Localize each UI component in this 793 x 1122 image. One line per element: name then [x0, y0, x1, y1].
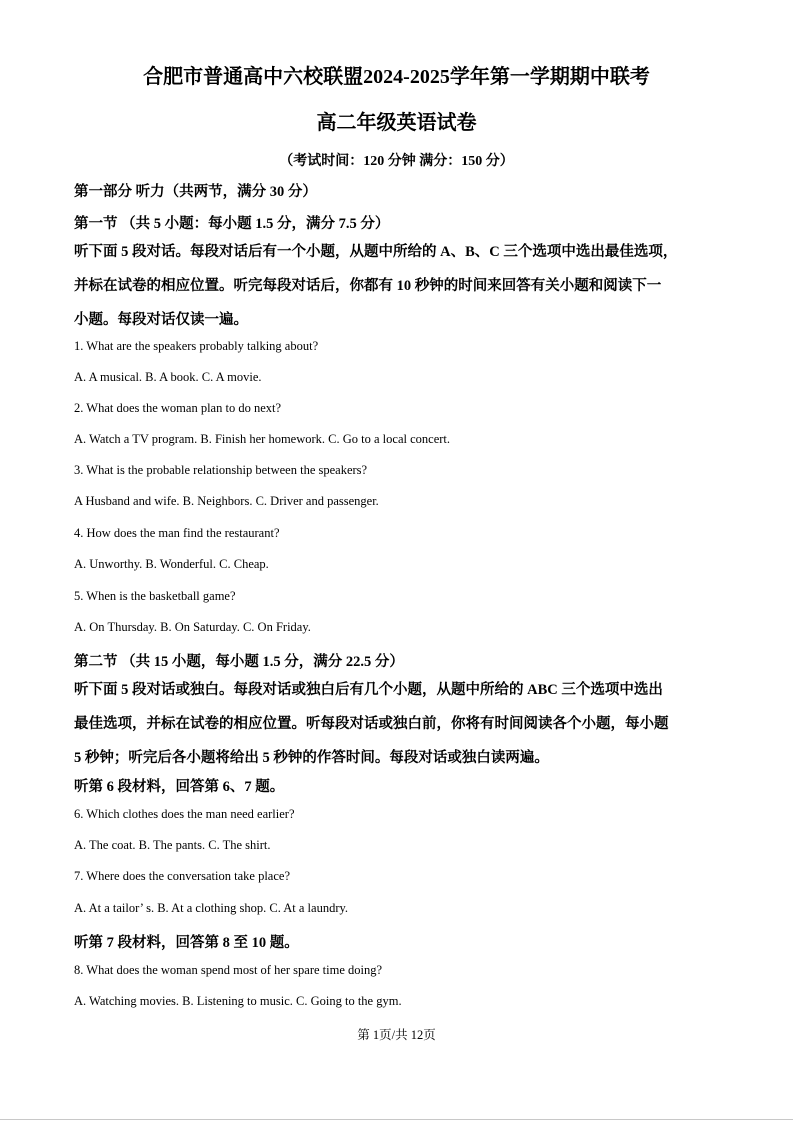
- question-3-options: A Husband and wife. B. Neighbors. C. Driver and passenger.: [74, 494, 379, 508]
- section2-instructions: [74, 673, 734, 775]
- exam-subtitle: 高二年级英语试卷: [316, 112, 477, 134]
- question-2-options: A. Watch a TV program. B. Finish her homework. C. Go to a local concert.: [74, 432, 451, 446]
- question-6: 6. Which clothes does the man need earlier?: [74, 807, 295, 821]
- instruction-line: 并标在试卷的相应位置。听完每段对话后，你都有 10 秒钟的时间来回答有关小题和阅读下一: [74, 278, 662, 294]
- instruction-line: 听下面 5 段对话。每段对话后有一个小题，从题中所给的 A、B、C 三个选项中选出最佳选项，: [74, 244, 678, 260]
- question-2: 2. What does the woman plan to do next?: [74, 401, 282, 415]
- instruction-line: 5 秒钟；听完后各小题将给出 5 秒钟的作答时间。每段对话或独白读两遍。: [74, 750, 549, 766]
- question-5: 5. When is the basketball game?: [74, 589, 236, 603]
- instruction-line: 小题。每段对话仅读一遍。: [74, 312, 248, 328]
- page-number: 第 1页/共 12页: [357, 1028, 436, 1042]
- question-8-options: A. Watching movies. B. Listening to music. C. Going to the gym.: [74, 994, 402, 1008]
- instruction-line: 听下面 5 段对话或独白。每段对话或独白后有几个小题，从题中所给的 ABC 三个选项中选出: [74, 682, 663, 698]
- exam-title: 合肥市普通高中六校联盟2024-2025学年第一学期期中联考: [143, 66, 650, 88]
- question-1-options: A. A musical. B. A book. C. A movie.: [74, 370, 262, 384]
- section2-heading: 第二节 （共 15 小题，每小题 1.5 分，满分 22.5 分）: [74, 654, 404, 670]
- question-4-options: A. Unworthy. B. Wonderful. C. Cheap.: [74, 557, 269, 571]
- part1-heading: 第一部分 听力（共两节，满分 30 分）: [74, 184, 317, 200]
- question-5-options: A. On Thursday. B. On Saturday. C. On Friday.: [74, 620, 311, 634]
- exam-meta: （考试时间：120 分钟 满分：150 分）: [279, 154, 514, 169]
- material7-heading: 听第 7 段材料，回答第 8 至 10 题。: [74, 935, 299, 951]
- question-7-options: A. At a tailor’ s. B. At a clothing shop. C. At a laundry.: [74, 901, 349, 915]
- section1-heading: 第一节 （共 5 小题：每小题 1.5 分，满分 7.5 分）: [74, 216, 390, 232]
- material6-heading: 听第 6 段材料，回答第 6、7 题。: [74, 779, 285, 795]
- bottom-divider: [0, 1119, 793, 1120]
- question-7: 7. Where does the conversation take place?: [74, 869, 290, 883]
- section1-instructions: [74, 235, 734, 337]
- question-3: 3. What is the probable relationship between the speakers?: [74, 463, 368, 477]
- question-6-options: A. The coat. B. The pants. C. The shirt.: [74, 838, 271, 852]
- instruction-line: 最佳选项，并标在试卷的相应位置。听每段对话或独白前，你将有时间阅读各个小题，每小题: [74, 716, 669, 732]
- question-4: 4. How does the man find the restaurant?: [74, 526, 280, 540]
- question-8: 8. What does the woman spend most of her spare time doing?: [74, 963, 383, 977]
- question-1: 1. What are the speakers probably talking about?: [74, 339, 319, 353]
